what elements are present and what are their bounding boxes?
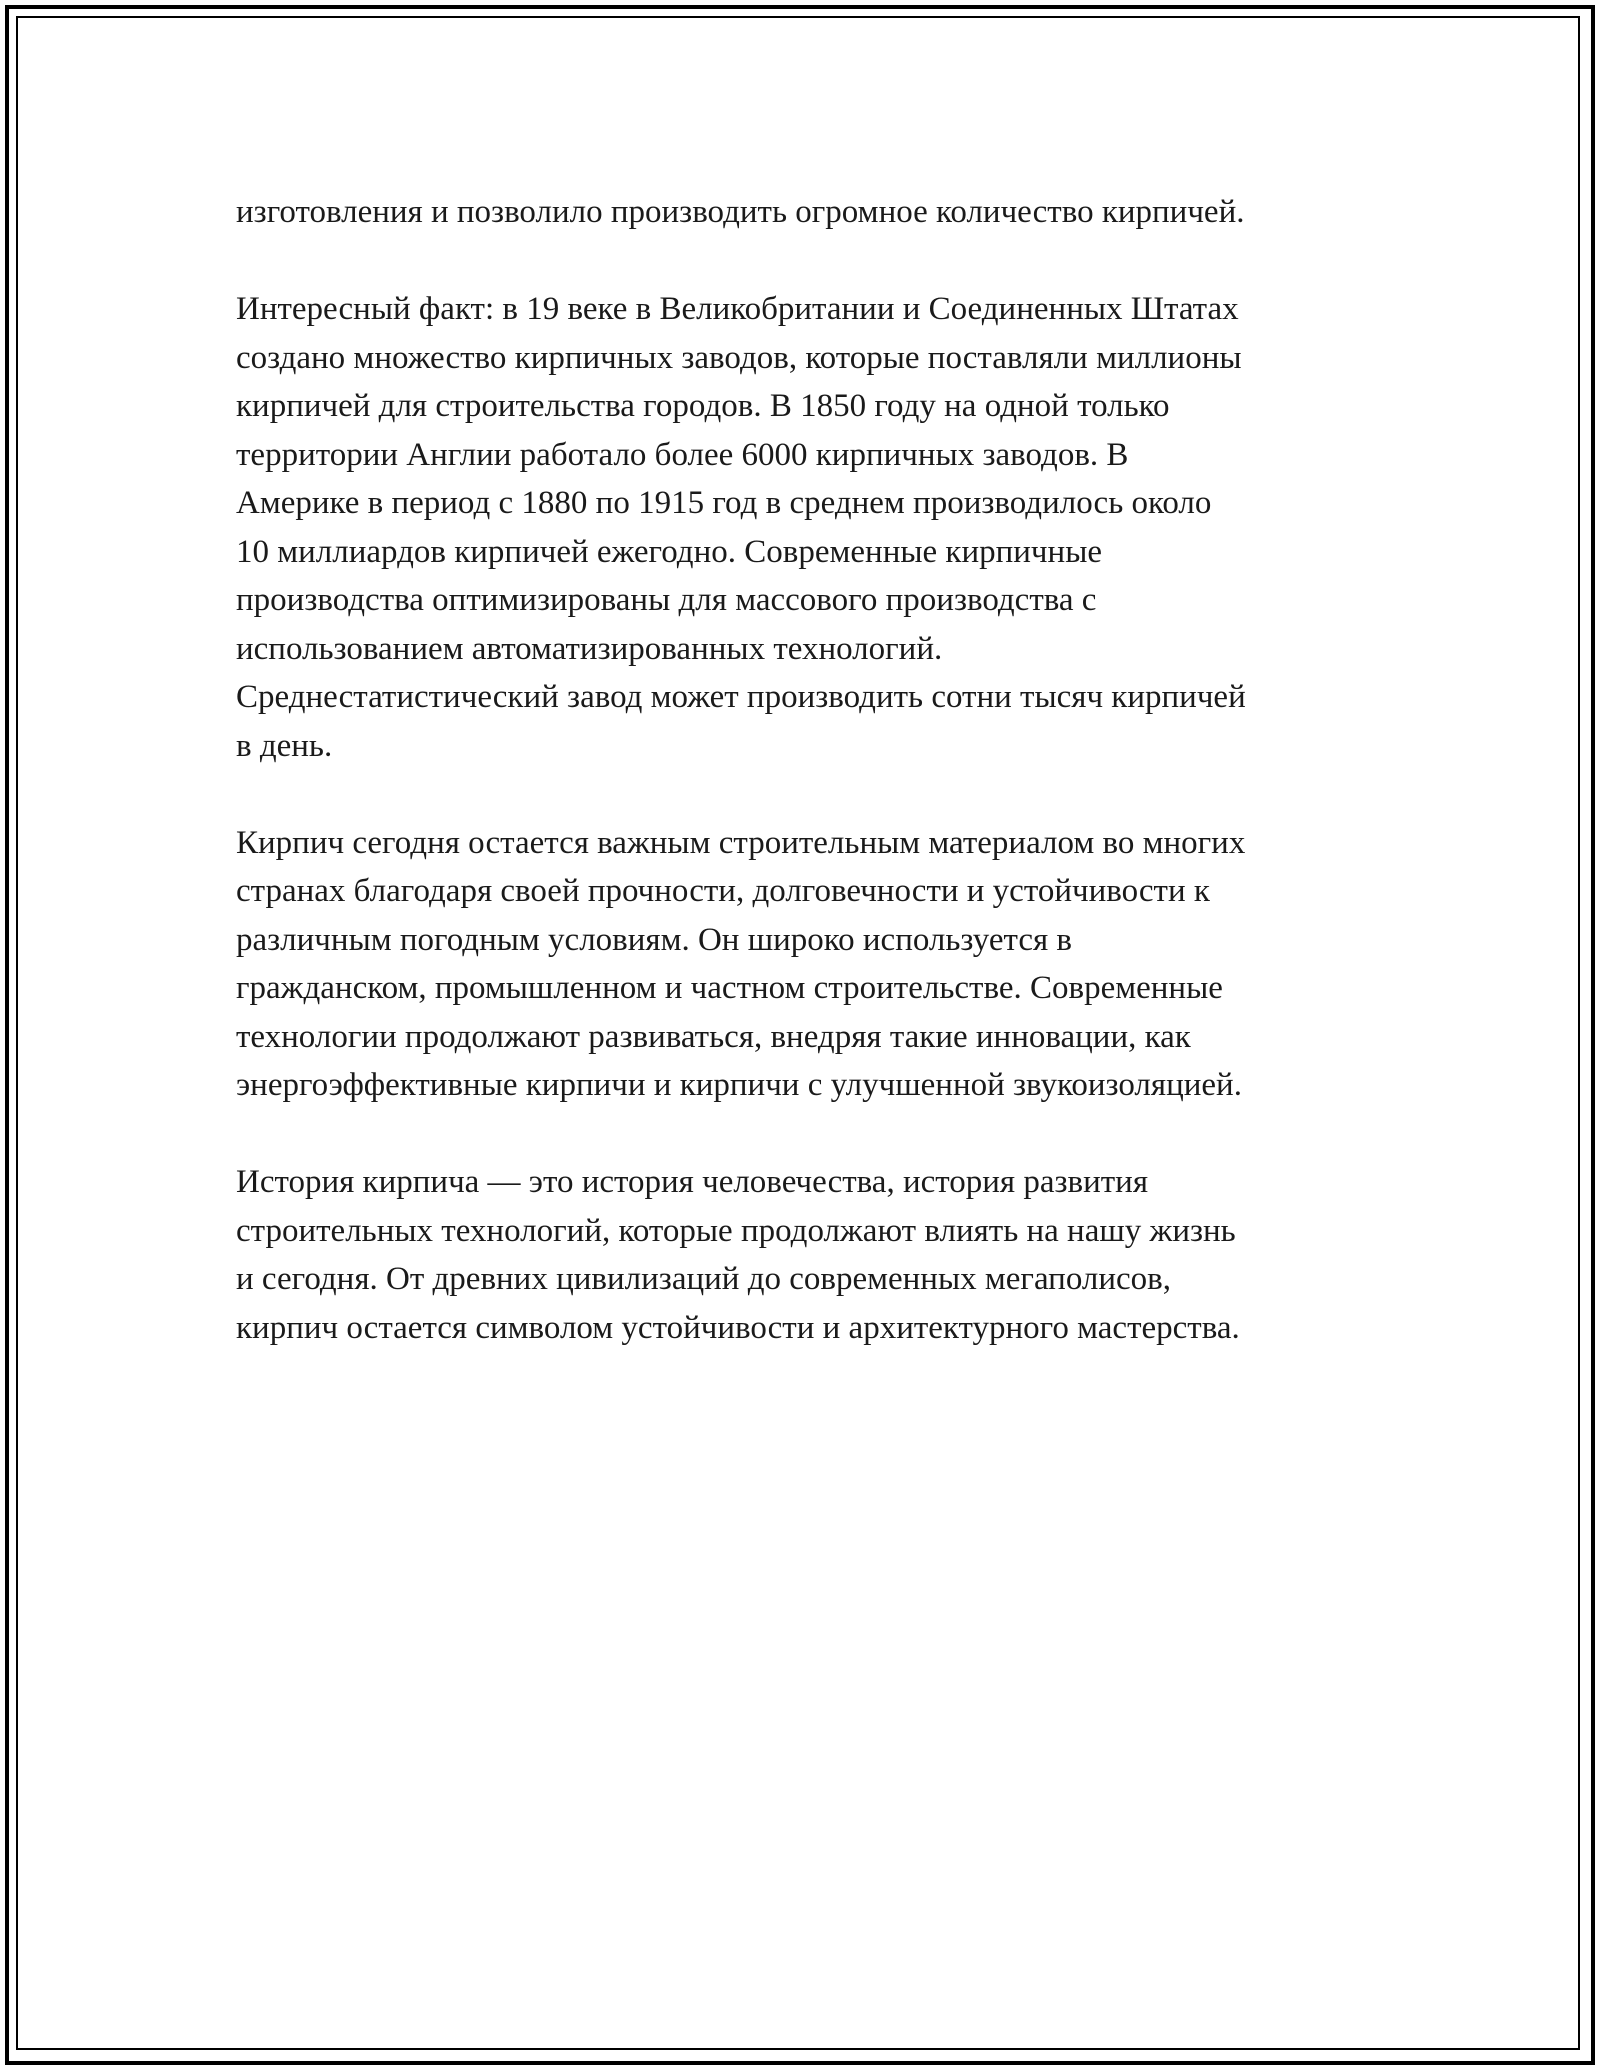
text-line: гражданском, промышленном и частном строительстве. Современные (236, 970, 1223, 1006)
paragraph-spacer (236, 770, 1386, 819)
text-line: создано множество кирпичных заводов, которые поставляли миллионы (236, 339, 1242, 376)
text-line: в день. (236, 727, 333, 764)
paragraph-spacer (236, 237, 1386, 286)
text-line: 10 миллиардов кирпичей ежегодно. Современные кирпичные (236, 533, 1103, 570)
text-line: странах благодаря своей прочности, долговечности и устойчивости к (236, 873, 1210, 909)
text-line: производства оптимизированы для массового производства с (236, 582, 1097, 618)
text-line: Среднестатистический завод может производить сотни тысяч кирпичей (236, 679, 1246, 715)
text-line: кирпичей для строительства городов. В 1850 году на одной только (236, 388, 1170, 424)
paragraph-1 (236, 188, 1386, 237)
paragraph-spacer (236, 1110, 1386, 1159)
document-body (236, 188, 1386, 1352)
paragraph-3 (236, 819, 1386, 1110)
text-line: История кирпича — это история человечества, история развития (236, 1164, 1149, 1200)
text-line: кирпич остается символом устойчивости и архитектурного мастерства. (236, 1309, 1240, 1346)
text-line: технологии продолжают развиваться, внедряя такие инновации, как (236, 1018, 1191, 1055)
text-line: энергоэффективные кирпичи и кирпичи с улучшенной звукоизоляцией. (236, 1067, 1242, 1103)
text-line: различным погодным условиям. Он широко используется в (236, 921, 1072, 958)
paragraph-4 (236, 1158, 1386, 1352)
text-line: Америке в период с 1880 по 1915 год в среднем производилось около (236, 485, 1212, 521)
text-line: Кирпич сегодня остается важным строительным материалом во многих (236, 824, 1246, 861)
text-line: Интересный факт: в 19 веке в Великобритании и Соединенных Штатах (236, 291, 1239, 327)
text-line: использованием автоматизированных технологий. (236, 630, 943, 667)
text-line: изготовления и позволило производить огромное количество кирпичей. (236, 194, 1245, 230)
text-line: территории Англии работало более 6000 кирпичных заводов. В (236, 436, 1129, 473)
paragraph-2 (236, 285, 1386, 770)
text-line: и сегодня. От древних цивилизаций до современных мегаполисов, (236, 1261, 1171, 1297)
text-line: строительных технологий, которые продолжают влиять на нашу жизнь (236, 1212, 1236, 1249)
